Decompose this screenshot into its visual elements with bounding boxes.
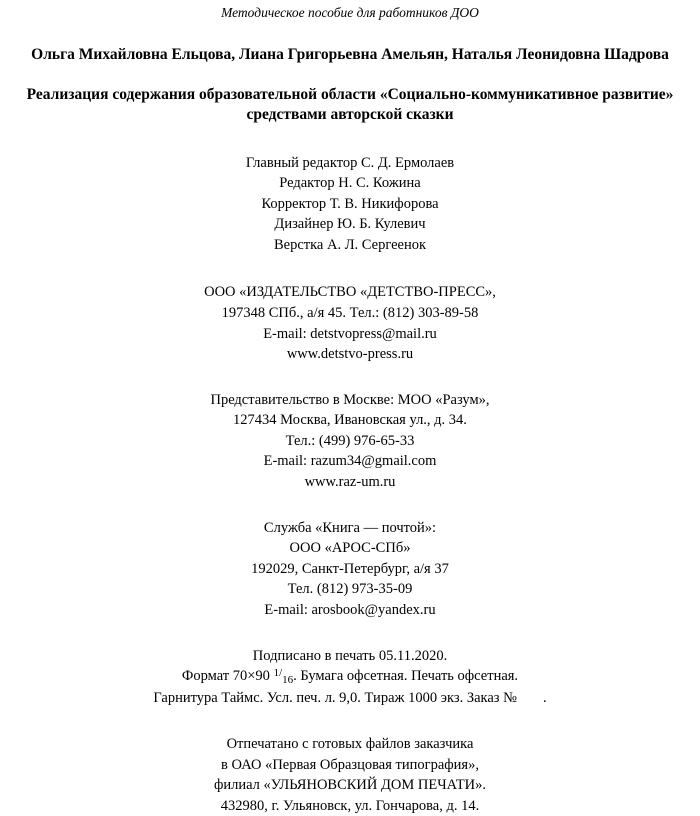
imprint-block <box>14 646 686 710</box>
printing-house-branch: филиал «УЛЬЯНОВСКИЙ ДОМ ПЕЧАТИ». <box>213 777 487 794</box>
printed-by-line: Отпечатано с готовых файлов заказчика <box>226 736 474 753</box>
book-title-line-1: Реализация содержания образовательной области «Социально-коммуникативное развитие» <box>26 86 674 104</box>
authors-line: Ольга Михайловна Ельцова, Лиана Григорьевна Амельян, Наталья Леонидовна Шадрова <box>31 45 669 63</box>
printing-house-name: в ОАО «Первая Образцовая типография», <box>221 756 479 773</box>
staff-line: Дизайнер Ю. Б. Кулевич <box>274 216 426 233</box>
mail-service-address: 192029, Санкт-Петербург, а/я 37 <box>251 560 449 577</box>
series-line: Методическое пособие для работников ДОО <box>221 5 479 20</box>
imprint-print-suffix: . <box>542 690 547 707</box>
imprint-format-numerator: 1 <box>273 667 280 680</box>
moscow-office-email: E-mail: razum34@gmail.com <box>263 453 437 470</box>
mail-service-email: E-mail: arosbook@yandex.ru <box>264 601 436 618</box>
publisher-email: E-mail: detstvopress@mail.ru <box>263 325 437 342</box>
imprint-signed-line: Подписано в печать 05.11.2020. <box>252 647 448 664</box>
imprint-format-denominator: 16 <box>282 673 294 686</box>
publisher-name: ООО «ИЗДАТЕЛЬСТВО «ДЕТСТВО-ПРЕСС», <box>204 284 496 301</box>
staff-line: Главный редактор С. Д. Ермолаев <box>245 154 455 171</box>
book-title-line-2: средствами авторской сказки <box>246 106 454 124</box>
moscow-office-address: 127434 Москва, Ивановская ул., д. 34. <box>233 412 467 429</box>
imprint-format-slash: / <box>279 667 283 680</box>
imprint-format-prefix: Формат 70×90 <box>181 668 274 685</box>
moscow-office-name: Представительство в Москве: МОО «Разум», <box>210 391 490 408</box>
publisher-block <box>14 282 686 364</box>
publisher-address: 197348 СПб., а/я 45. Тел.: (812) 303-89-58 <box>221 305 479 321</box>
moscow-office-block <box>14 390 686 493</box>
mail-service-company: ООО «АРОС-СПб» <box>289 540 411 557</box>
printed-by-block <box>14 734 686 816</box>
mail-service-title: Служба «Книга — почтой»: <box>263 519 437 536</box>
imprint-format-line <box>14 666 686 688</box>
staff-line: Корректор Т. В. Никифорова <box>261 195 439 212</box>
colophon-page <box>0 5 700 814</box>
printing-house-address: 432980, г. Ульяновск, ул. Гончарова, д. 14. <box>220 797 480 814</box>
imprint-print-line <box>14 688 686 709</box>
mail-service-block <box>14 518 686 621</box>
moscow-office-website: www.raz-um.ru <box>304 474 396 491</box>
book-title <box>14 85 686 125</box>
imprint-format-suffix: . Бумага офсетная. Печать офсетная. <box>293 668 519 685</box>
staff-line: Верстка А. Л. Сергеенок <box>273 236 427 253</box>
mail-service-phone: Тел. (812) 973-35-09 <box>287 581 413 598</box>
imprint-print-prefix: Гарнитура Таймс. Усл. печ. л. 9,0. Тираж 1000 экз. Заказ № <box>153 690 517 707</box>
publisher-website: www.detstvo-press.ru <box>286 346 414 363</box>
staff-line: Редактор Н. С. Кожина <box>279 175 421 192</box>
moscow-office-phone: Тел.: (499) 976-65-33 <box>285 432 415 449</box>
editorial-staff-block <box>14 153 686 256</box>
